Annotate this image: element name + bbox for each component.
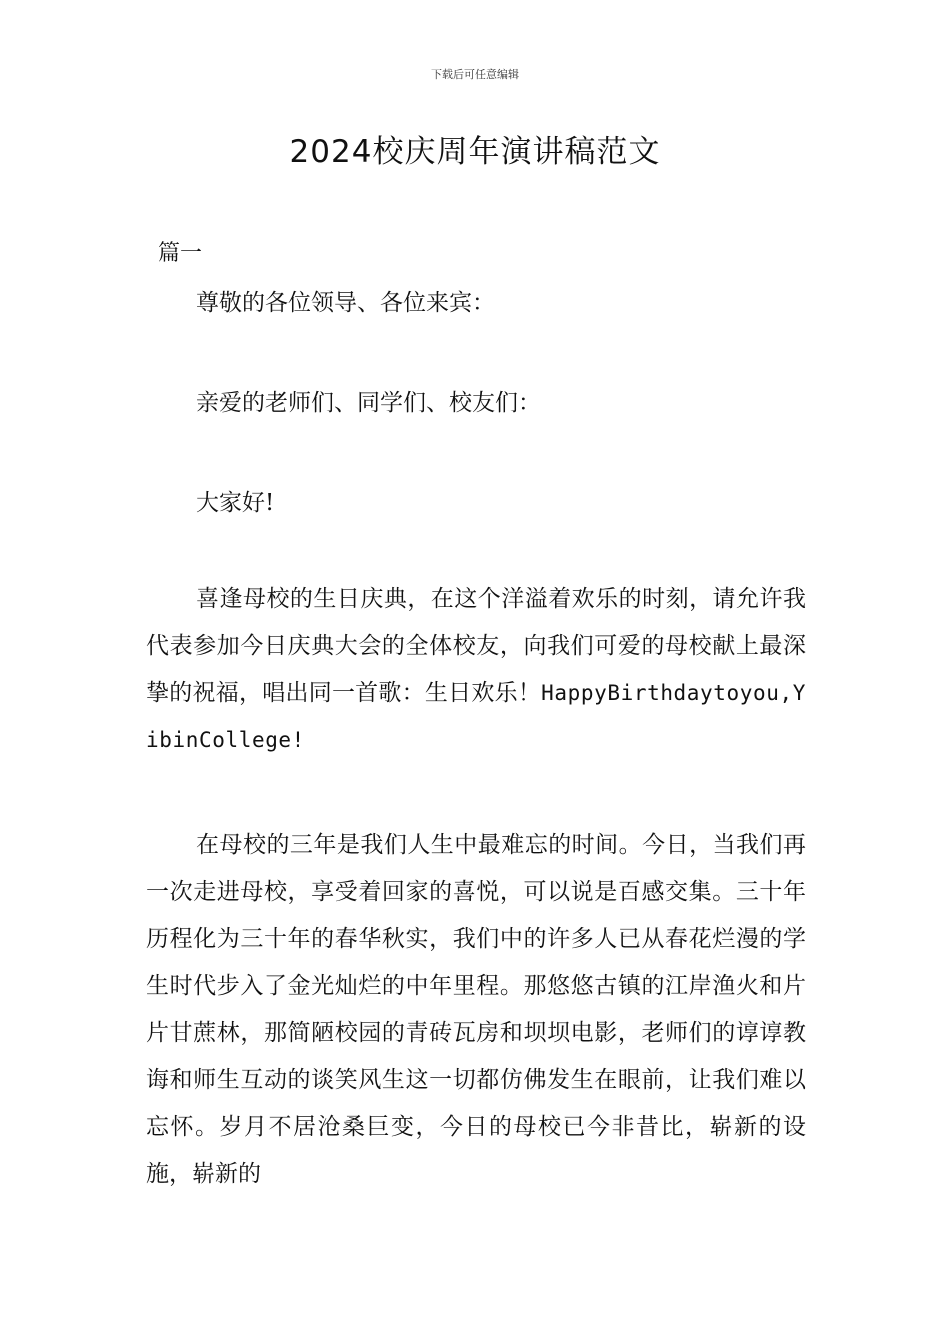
header-note: 下载后可任意编辑: [431, 68, 519, 81]
greeting-leaders: 尊敬的各位领导、各位来宾：: [196, 290, 495, 316]
greeting-hello: 大家好!: [196, 490, 275, 516]
paragraph-memories: 在母校的三年是我们人生中最难忘的时间。今日，当我们再一次走进母校，享受着回家的喜悦，可以说是百感交集。三十年历程化为三十年的春华秋实，我们中的许多人已从春花烂漫的学生时代步入了金光灿烂的中年里程。那悠悠古镇的江岸渔火和片片甘蔗林，那简陋校园的青砖瓦房和坝坝电影，老师们的谆谆教诲和师生互动的谈笑风生这一切都仿佛发生在眼前，让我们难以忘怀。岁月不居沧桑巨变，今日的母校已今非昔比，崭新的设施，崭新的: [146, 832, 806, 1187]
paragraph-celebration-english: HappyBirthdaytoyou,YibinCollege!: [146, 681, 806, 752]
section-label: 篇一: [158, 241, 203, 266]
paragraph-celebration: [146, 576, 806, 764]
document-title: 2024校庆周年演讲稿范文: [289, 134, 661, 170]
greeting-teachers: 亲爱的老师们、同学们、校友们：: [196, 390, 541, 416]
paragraph-celebration-text: 喜逢母校的生日庆典，在这个洋溢着欢乐的时刻，请允许我代表参加今日庆典大会的全体校友，向我们可爱的母校献上最深挚的祝福，唱出同一首歌：生日欢乐！: [146, 586, 806, 706]
